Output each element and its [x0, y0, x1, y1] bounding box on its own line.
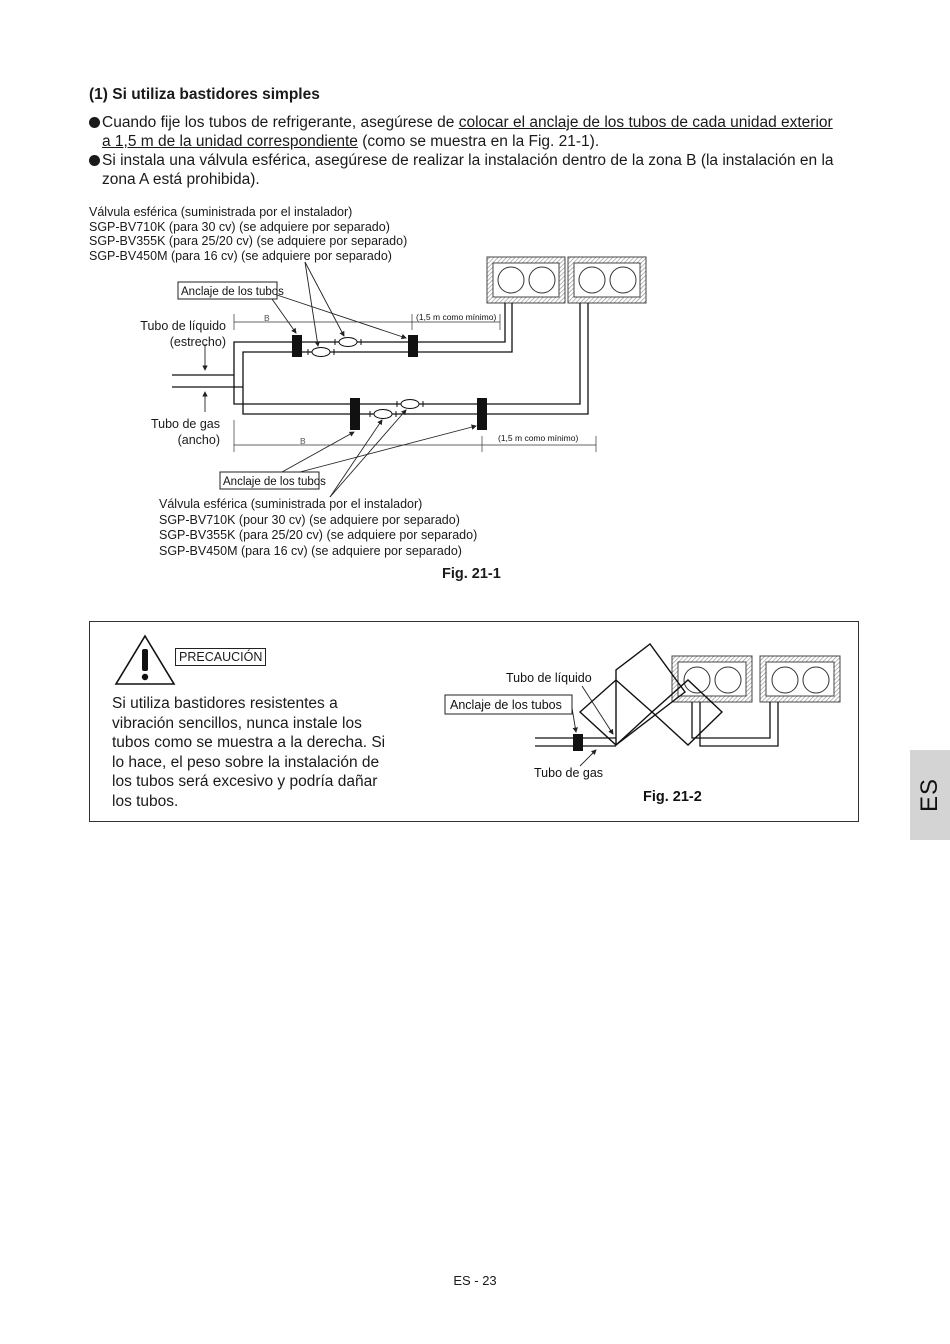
- valve-info-top: Válvula esférica (suministrada por el instalador) SGP-BV710K (para 30 cv) (se adquiere por separado) SGP-BV355K (para 25/20 cv) (se adquiere por separado) SGP-BV450M (para 16 cv) (se adquiere por separado): [89, 205, 408, 263]
- caution-badge: PRECAUCIÓN: [175, 648, 266, 666]
- fig-21-1-caption: Fig. 21-1: [442, 566, 501, 582]
- valve-info-bottom: Válvula esférica (suministrada por el instalador) SGP-BV710K (pour 30 cv) (se adquiere por separado) SGP-BV355K (para 25/20 cv) (se adquiere por separado) SGP-BV450M (para 16 cv) (se adquiere por separado): [159, 497, 478, 558]
- fig-21-1-diagram: [0, 0, 950, 600]
- fig2-outdoor-unit-2: [760, 656, 840, 702]
- fig-21-2-diagram: [430, 630, 855, 815]
- fig2-anchor-label: Anclaje de los tubos: [450, 698, 562, 712]
- outdoor-unit-1: [487, 257, 565, 303]
- gas-pipe-label: Tubo de gas (ancho): [150, 417, 220, 447]
- bullet-text: Si instala una válvula esférica, asegúrese de realizar la instalación dentro de la zona B (la instalación en la zona A está prohibida).: [102, 152, 834, 188]
- page-number: ES - 23: [453, 1273, 497, 1288]
- section-heading: (1) Si utiliza bastidores simples: [89, 86, 320, 103]
- fig2-gas-label: Tubo de gas: [534, 766, 604, 780]
- zone-b-top: B: [264, 313, 270, 323]
- min-distance-top: (1,5 m como mínimo): [416, 312, 497, 322]
- fig2-outdoor-unit-1: [672, 656, 752, 702]
- anchor-label-bottom: Anclaje de los tubos: [223, 476, 326, 488]
- liquid-pipe-label: Tubo de líquido (estrecho): [140, 319, 226, 349]
- bullet-text: Cuando fije los tubos de refrigerante, asegúrese de colocar el anclaje de los tubos de cada unidad exterior a 1,5 m de la unidad correspondiente (como se muestra en la Fig. 21-1).: [102, 114, 833, 150]
- anchor-label-top: Anclaje de los tubos: [181, 286, 284, 298]
- caution-text: Si utiliza bastidores resistentes a vibración sencillos, nunca instale los tubos como se muestra a la derecha. Si lo hace, el peso sobre la instalación de los tubos será excesivo y podría dañar los tubos.: [112, 695, 386, 810]
- fig2-leader-lines: [572, 686, 613, 766]
- ball-valves: [308, 338, 423, 419]
- language-side-tab: ES: [910, 750, 950, 840]
- zone-b-bottom: B: [300, 436, 306, 446]
- min-distance-bottom: (1,5 m como mínimo): [498, 433, 579, 443]
- fig2-liquid-label: Tubo de líquido: [506, 671, 592, 685]
- dimension-lines: [234, 314, 596, 452]
- fig-21-2-caption: Fig. 21-2: [643, 789, 702, 805]
- pipe-lines: [172, 303, 588, 414]
- outdoor-unit-2: [568, 257, 646, 303]
- fig2-anchor: [573, 734, 583, 751]
